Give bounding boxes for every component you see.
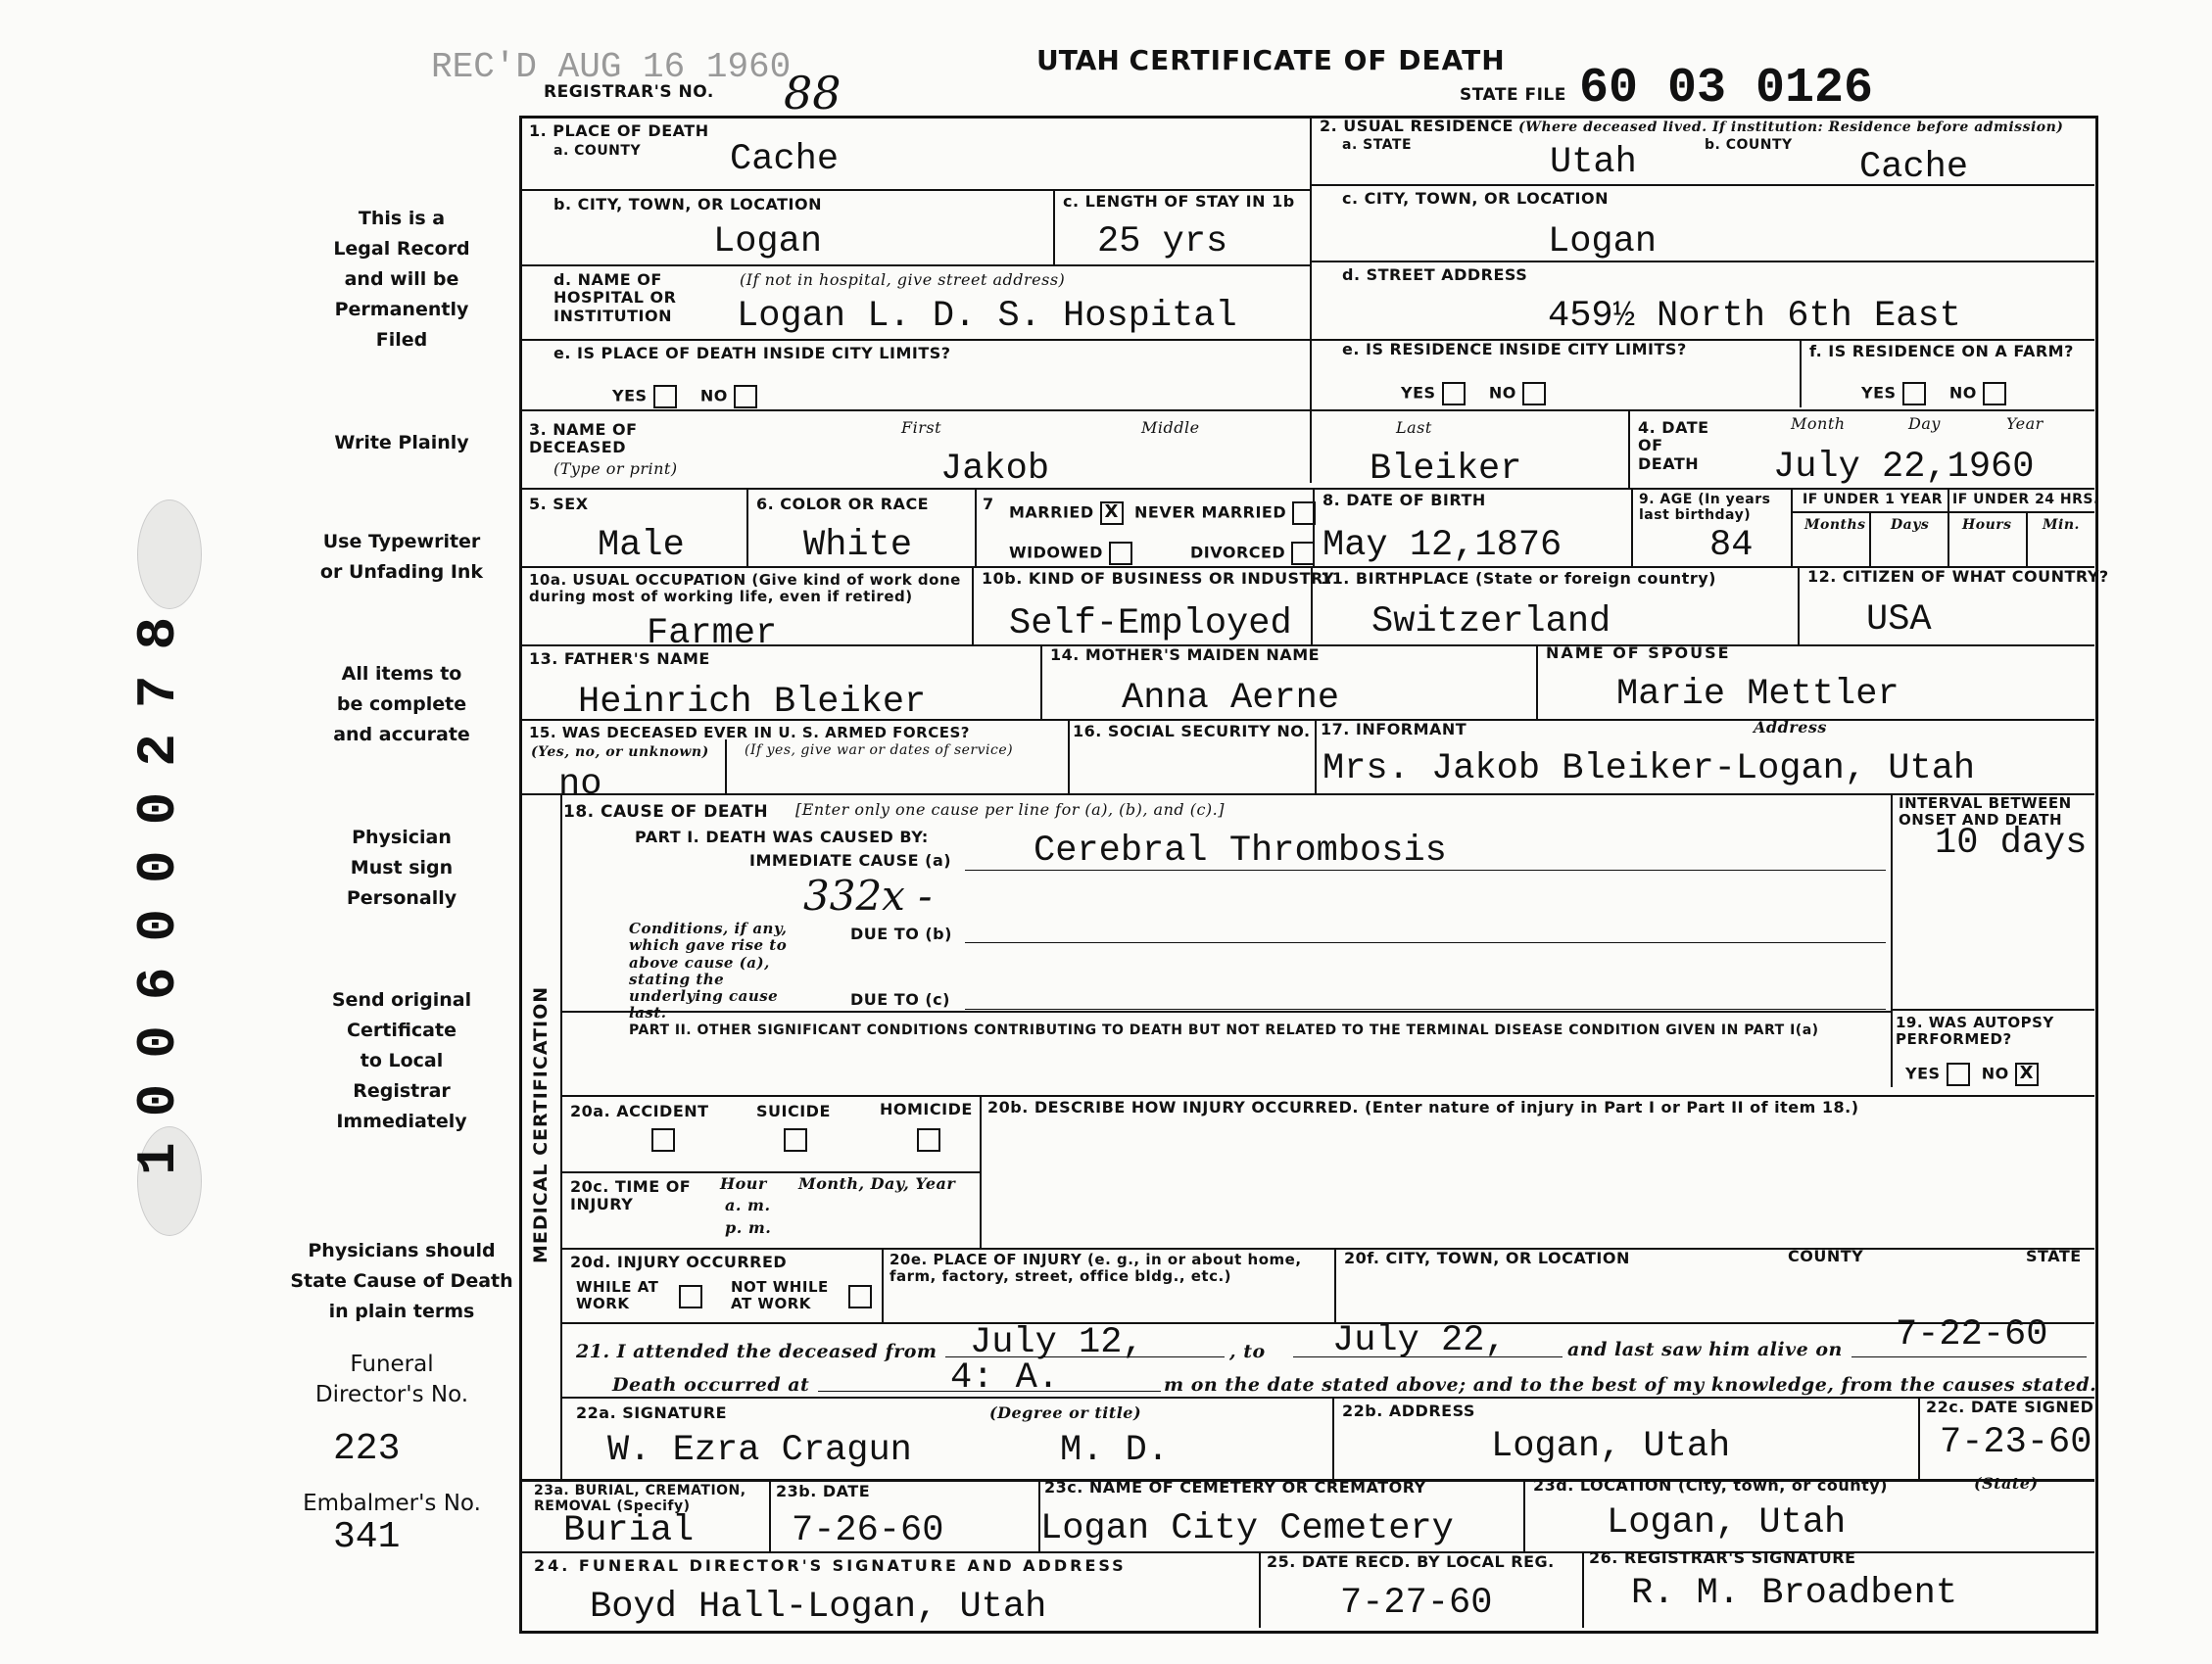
injury-occurred-label: 20d. INJURY OCCURRED (570, 1253, 788, 1271)
farm-no-box[interactable] (1983, 382, 2006, 405)
registrar-sig-label: 26. REGISTRAR'S SIGNATURE (1589, 1548, 1856, 1567)
cause-note: [Enter only one cause per line for (a), (b), and (c).] (795, 800, 1225, 819)
cemetery: Logan City Cemetery (1040, 1508, 1454, 1549)
state-file-no: 60 03 0126 (1579, 61, 1874, 117)
citizen: USA (1866, 599, 1932, 641)
death-time-suffix: m on the date stated above; and to the best of my knowledge, from the causes stated. (1164, 1374, 2097, 1396)
sidebar-note-legal: This is a Legal Record and will be Permanently Filed (333, 208, 470, 351)
under-24-hrs-label: IF UNDER 24 HRS. (1952, 492, 2099, 507)
inside-limits-label: e. IS PLACE OF DEATH INSIDE CITY LIMITS? (553, 344, 951, 362)
stay-label: c. LENGTH OF STAY IN 1b (1063, 192, 1295, 211)
sidebar-note-physician: Physician Must sign Personally (346, 827, 457, 909)
spouse-label: NAME OF SPOUSE (1546, 643, 1731, 662)
sidebar-note-cause: Physicians should State Cause of Death in plain terms (290, 1240, 513, 1322)
registrar-no-label: REGISTRAR'S NO. (544, 82, 714, 102)
sidebar-note-ink: Use Typewriter or Unfading Ink (319, 531, 484, 583)
res-county-label: b. COUNTY (1705, 137, 1793, 153)
age-label: 9. AGE (In years last birthday) (1639, 492, 1771, 524)
married-box[interactable]: X (1100, 501, 1124, 525)
res-county: Cache (1859, 147, 1969, 188)
never-married-option: NEVER MARRIED (1134, 501, 1316, 525)
physician-address-label: 22b. ADDRESS (1342, 1402, 1475, 1420)
deceased-name-note: (Type or print) (553, 459, 678, 478)
title-prefix: UTAH (1036, 44, 1120, 76)
part2-label: PART II. OTHER SIGNIFICANT CONDITIONS CONTRIBUTING TO DEATH BUT NOT RELATED TO THE TERMINAL DISEASE CONDITION GIVEN IN PART I(a) (629, 1022, 1819, 1038)
date-of-death: July 22,1960 (1773, 447, 2035, 488)
injury-city-label: 20f. CITY, TOWN, OR LOCATION (1344, 1249, 1630, 1267)
interval: 10 days (1935, 823, 2088, 864)
date-of-death-label: 4. DATE OF DEATH (1638, 418, 1709, 473)
county-label: a. COUNTY (553, 143, 642, 159)
months-label: Months (1804, 517, 1866, 533)
burial-type-label: 23a. BURIAL, CREMATION, REMOVAL (Specify) (534, 1483, 746, 1515)
last-saw-date: 7-22-60 (1896, 1314, 2048, 1355)
accident-label: 20a. ACCIDENT (570, 1102, 709, 1120)
last-saw-label: and last saw him alive on (1567, 1339, 1843, 1360)
inside-limits-no-box[interactable] (734, 385, 757, 408)
race-label: 6. COLOR OR RACE (756, 495, 930, 513)
burial-location-label: 23d. LOCATION (City, town, or county) (1533, 1476, 1888, 1495)
pm-label: p. m. (725, 1218, 772, 1237)
father-name: Heinrich Bleiker (578, 682, 927, 723)
mdy-label: Month, Day, Year (798, 1174, 956, 1193)
embalmer-no: 341 (333, 1516, 401, 1558)
registrar-no: 88 (784, 67, 842, 119)
inside-limits-yes-box[interactable] (653, 385, 677, 408)
burial-date: 7-26-60 (792, 1510, 944, 1551)
suicide-box[interactable] (784, 1128, 807, 1152)
birthplace: Switzerland (1371, 601, 1611, 642)
hospital-name: Logan L. D. S. Hospital (737, 296, 1237, 337)
sidebar-note-write: Write Plainly (334, 432, 469, 453)
burial-location: Logan, Utah (1607, 1502, 1847, 1544)
spouse-name: Marie Mettler (1616, 674, 1899, 715)
cause-label: 18. CAUSE OF DEATH (563, 802, 769, 822)
injury-description-label: 20b. DESCRIBE HOW INJURY OCCURRED. (Enter nature of injury in Part I or Part II of item 18.) (987, 1098, 1859, 1117)
hours-label: Hours (1962, 517, 2012, 533)
month-label: Month (1791, 414, 1846, 433)
physician-signature: W. Ezra Cragun (607, 1430, 912, 1471)
immediate-label: IMMEDIATE CAUSE (a) (749, 851, 952, 870)
injury-county-label: COUNTY (1788, 1247, 1864, 1265)
homicide-label: HOMICIDE (880, 1100, 973, 1118)
to-label: , to (1229, 1341, 1266, 1362)
title-main: CERTIFICATE OF DEATH (1129, 44, 1506, 76)
res-inside-no-box[interactable] (1522, 382, 1546, 405)
death-county: Cache (730, 139, 840, 180)
res-state-label: a. STATE (1342, 137, 1413, 153)
deceased-last-name: Bleiker (1370, 449, 1522, 490)
registrar-signature: R. M. Broadbent (1631, 1573, 1958, 1614)
widowed-option: WIDOWED (1009, 542, 1132, 565)
burial-date-label: 23b. DATE (776, 1482, 871, 1500)
residence-note: (Where deceased lived. If institution: Residence before admission) (1518, 119, 2064, 135)
armed-forces: no (558, 764, 602, 805)
document-title (1036, 44, 1506, 76)
burial-type: Burial (563, 1510, 695, 1551)
time-of-injury-label: 20c. TIME OF INJURY (570, 1177, 692, 1214)
attended-from: July 12, (970, 1322, 1144, 1363)
birthplace-label: 11. BIRTHPLACE (State or foreign country) (1321, 569, 1716, 588)
sex-label: 5. SEX (529, 495, 589, 513)
deceased-name-label: 3. NAME OF DECEASED (529, 420, 638, 457)
residence-label: 2. USUAL RESIDENCE (1320, 117, 1514, 135)
days-label: Days (1891, 517, 1930, 533)
year-label: Year (2006, 414, 2044, 433)
received-stamp: REC'D AUG 16 1960 (431, 47, 792, 87)
armed-note-1: (Yes, no, or unknown) (531, 744, 709, 760)
death-time: 4: A. (950, 1357, 1060, 1399)
father-label: 13. FATHER'S NAME (529, 649, 710, 668)
day-label: Day (1908, 414, 1941, 433)
part1-label: PART I. DEATH WAS CAUSED BY: (635, 828, 929, 846)
farm-options: YES NO (1861, 382, 2006, 405)
widowed-box[interactable] (1109, 542, 1132, 565)
not-at-work-box[interactable] (848, 1285, 872, 1308)
res-inside-yes-box[interactable] (1442, 382, 1466, 405)
immediate-cause: Cerebral Thrombosis (1034, 831, 1447, 872)
funeral-director-label: Funeral Director's No. (314, 1352, 469, 1407)
physician-degree: M. D. (1060, 1430, 1170, 1471)
res-state: Utah (1550, 142, 1637, 183)
physician-address: Logan, Utah (1491, 1426, 1731, 1467)
hour-label: Hour (720, 1174, 767, 1193)
last-label: Last (1396, 418, 1432, 437)
attended-prefix: 21. I attended the deceased from (576, 1341, 938, 1362)
divorced-option: DIVORCED (1190, 542, 1315, 565)
signature-label: 22a. SIGNATURE (576, 1403, 728, 1422)
under-1-year-label: IF UNDER 1 YEAR (1803, 492, 1944, 507)
deceased-first-name: Jakob (940, 449, 1050, 490)
divorced-box[interactable] (1291, 542, 1315, 565)
autopsy-no-box[interactable]: X (2015, 1063, 2039, 1086)
marital-num: 7 (983, 495, 994, 513)
informant: Mrs. Jakob Bleiker-Logan, Utah (1322, 748, 1976, 789)
informant-label: 17. INFORMANT (1321, 720, 1467, 738)
never-married-box[interactable] (1292, 501, 1316, 525)
date-signed-label: 22c. DATE SIGNED (1926, 1398, 2094, 1416)
sex: Male (598, 525, 685, 566)
business-label: 10b. KIND OF BUSINESS OR INDUSTRY (982, 569, 1335, 588)
injury-state-label: STATE (2026, 1247, 2082, 1265)
business: Self-Employed (1009, 603, 1292, 644)
medical-certification-label: MEDICAL CERTIFICATION (530, 985, 552, 1263)
res-city-label: c. CITY, TOWN, OR LOCATION (1342, 189, 1609, 208)
armed-forces-label: 15. WAS DECEASED EVER IN U. S. ARMED FORCES? (529, 724, 970, 741)
place-of-injury-label: 20e. PLACE OF INJURY (e. g., in or about home, farm, factory, street, office bldg., etc.) (890, 1251, 1302, 1286)
degree-label: (Degree or title) (989, 1403, 1142, 1422)
interval-label: INTERVAL BETWEEN ONSET AND DEATH (1899, 794, 2072, 830)
vertical-serial-number: 1006000278 (127, 591, 190, 1175)
date-signed: 7-23-60 (1940, 1422, 2092, 1463)
hospital-label: d. NAME OF HOSPITAL OR INSTITUTION (553, 270, 677, 325)
city-label: b. CITY, TOWN, OR LOCATION (553, 195, 822, 214)
burial-state-label: (State) (1974, 1474, 2039, 1493)
homicide-box[interactable] (917, 1128, 940, 1152)
ssn-label: 16. SOCIAL SECURITY NO. (1073, 722, 1311, 740)
mother-label: 14. MOTHER'S MAIDEN NAME (1050, 645, 1321, 664)
sidebar-note-complete: All items to be complete and accurate (333, 663, 470, 745)
sidebar-note-send: Send original Certificate to Local Registrar Immediately (331, 989, 472, 1132)
length-of-stay: 25 yrs (1097, 221, 1228, 262)
street-label: d. STREET ADDRESS (1342, 265, 1528, 284)
while-at-work-box[interactable] (679, 1285, 702, 1308)
res-inside-options: YES NO (1401, 382, 1546, 405)
cause-code: 332x - (803, 872, 933, 920)
res-street: 459½ North 6th East (1548, 296, 1961, 337)
suicide-label: SUICIDE (756, 1102, 831, 1120)
occupation: Farmer (647, 613, 778, 654)
occupation-label: 10a. USUAL OCCUPATION (Give kind of work done during most of working life, even if retired) (529, 571, 961, 606)
res-city: Logan (1548, 221, 1658, 262)
inside-limits-options: YES NO (612, 385, 757, 408)
embalmer-label: Embalmer's No. (303, 1491, 481, 1516)
married-option: MARRIED X (1009, 501, 1124, 525)
funeral-director-no: 223 (333, 1428, 401, 1470)
date-of-birth: May 12,1876 (1322, 525, 1563, 566)
autopsy-yes-box[interactable] (1947, 1063, 1970, 1086)
middle-label: Middle (1141, 418, 1200, 437)
conditions-note: Conditions, if any, which gave rise to above cause (a), stating the underlying cause last. (629, 920, 788, 1022)
farm-label: f. IS RESIDENCE ON A FARM? (1809, 342, 2074, 360)
date-received: 7-27-60 (1340, 1583, 1493, 1624)
race: White (803, 525, 913, 566)
min-label: Min. (2043, 517, 2080, 533)
hospital-note: (If not in hospital, give street address) (740, 270, 1066, 289)
am-label: a. m. (725, 1196, 771, 1214)
place-of-death-label: 1. PLACE OF DEATH (529, 121, 709, 140)
farm-yes-box[interactable] (1902, 382, 1926, 405)
accident-box[interactable] (651, 1128, 675, 1152)
cemetery-label: 23c. NAME OF CEMETERY OR CREMATORY (1044, 1478, 1426, 1497)
due-to-b-label: DUE TO (b) (850, 925, 952, 943)
autopsy-label: 19. WAS AUTOPSY PERFORMED? (1896, 1014, 2054, 1049)
not-at-work-option: NOT WHILE AT WORK (731, 1278, 829, 1313)
mother-name: Anna Aerne (1122, 678, 1340, 719)
first-label: First (901, 418, 942, 437)
due-to-c-label: DUE TO (c) (850, 990, 950, 1009)
dob-label: 8. DATE OF BIRTH (1322, 491, 1486, 509)
funeral-director-sig-label: 24. FUNERAL DIRECTOR'S SIGNATURE AND ADDRESS (534, 1556, 1127, 1575)
armed-note-2: (If yes, give war or dates of service) (745, 742, 1014, 758)
state-file-label: STATE FILE (1460, 85, 1566, 105)
funeral-director-signature: Boyd Hall-Logan, Utah (590, 1587, 1047, 1628)
citizen-label: 12. CITIZEN OF WHAT COUNTRY? (1807, 567, 2109, 586)
while-at-work-option: WHILE AT WORK (576, 1278, 659, 1313)
res-inside-limits-label: e. IS RESIDENCE INSIDE CITY LIMITS? (1342, 340, 1687, 358)
informant-address-label: Address (1754, 718, 1827, 737)
age: 84 (1709, 525, 1754, 566)
death-city: Logan (713, 221, 823, 262)
attended-to: July 22, (1332, 1320, 1507, 1361)
date-received-label: 25. DATE RECD. BY LOCAL REG. (1267, 1552, 1555, 1571)
death-occurred-label: Death occurred at (612, 1374, 810, 1396)
autopsy-options: YES NO X (1905, 1063, 2039, 1086)
